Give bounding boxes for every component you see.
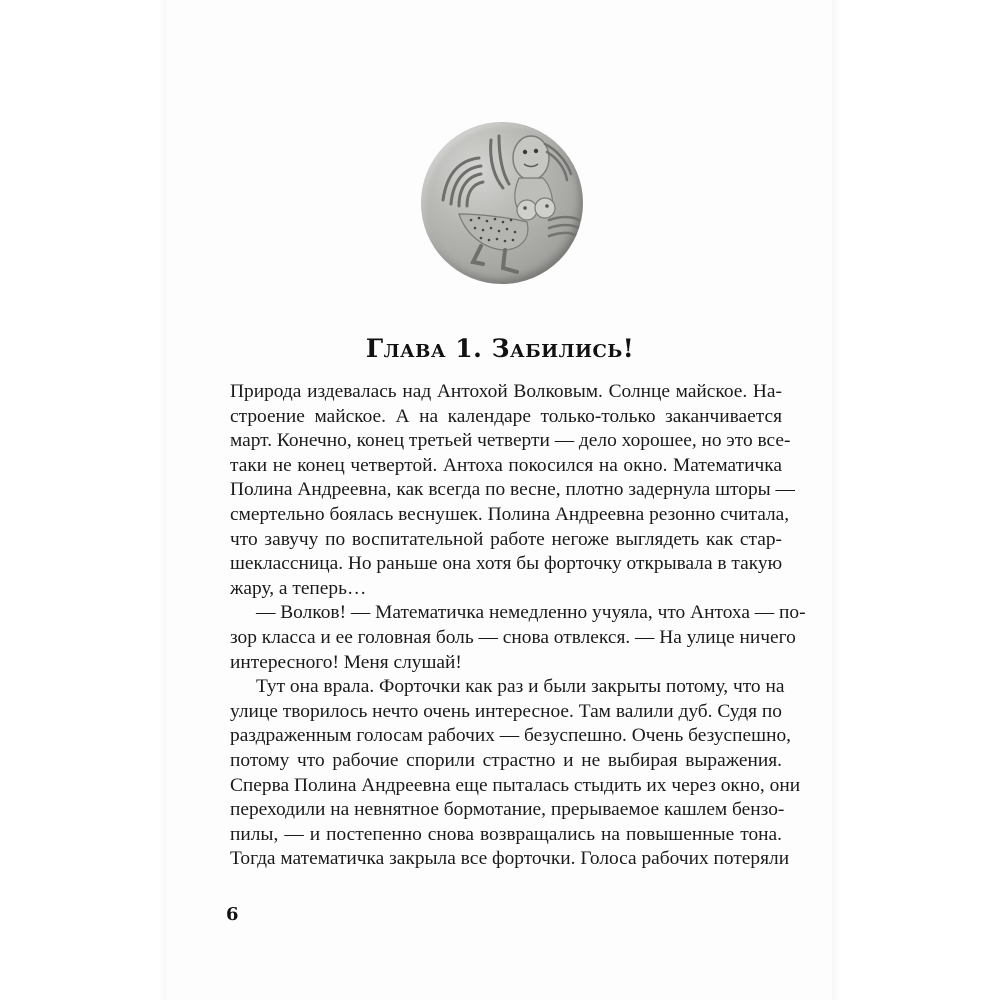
page-number: 6 [226, 904, 239, 925]
text-line: Сперва Полина Андреевна еще пыталась стыдить их через окно, они [230, 774, 801, 796]
text-line: смертельно боялась веснушек. Полина Андреевна резонно считала, [230, 503, 790, 525]
text-line: что завучу по воспитательной работе негоже выглядеть как стар- [230, 528, 782, 550]
rooster-figure-icon [421, 122, 583, 284]
text-line: раздраженным голосам рабочих — безуспешно. Очень безуспешно, [230, 725, 791, 747]
text-line: Природа издевалась над Антохой Волковым. Солнце майское. На- [230, 381, 782, 402]
page-edge-right [832, 0, 840, 1000]
coin-relief-illustration [421, 122, 583, 284]
text-line: потому что рабочие спорили страстно и не выбирая выражения. [230, 749, 782, 771]
text-line: интересного! Меня слушай! [230, 651, 462, 673]
chapter-body-text [230, 380, 806, 872]
text-line: зор класса и ее головная боль — снова отвлекся. — На улице ничего [230, 626, 796, 648]
text-line: Полина Андреевна, как всегда по весне, плотно задернула шторы — [230, 479, 795, 501]
text-line: Тогда математичка закрыла все форточки. Голоса рабочих потеряли [230, 848, 790, 870]
text-line: улице творилось нечто очень интересное. Там валили дуб. Судя по [230, 700, 782, 722]
text-line: строение майское. А на календаре только-только заканчивается [230, 405, 782, 427]
text-line: шеклассница. Но раньше она хотя бы форточку открывала в такую [230, 553, 783, 575]
text-line: Тут она врала. Форточки как раз и были закрыты потому, что на [256, 676, 785, 698]
text-line: таки не конец четвертой. Антоха покосился на окно. Математичка [230, 454, 782, 476]
text-line: — Волков! — Математичка немедленно учуяла, что Антоха — по- [256, 602, 806, 624]
text-line: пилы, — и постепенно снова возвращались на повышенные тона. [230, 823, 782, 845]
text-line: март. Конечно, конец третьей четверти — дело хорошее, но это все- [230, 430, 791, 452]
chapter-title: Глава 1. Забились! [365, 334, 635, 363]
text-line: жару, а теперь… [230, 577, 367, 599]
text-line: переходили на невнятное бормотание, прерываемое кашлем бензо- [230, 799, 785, 821]
